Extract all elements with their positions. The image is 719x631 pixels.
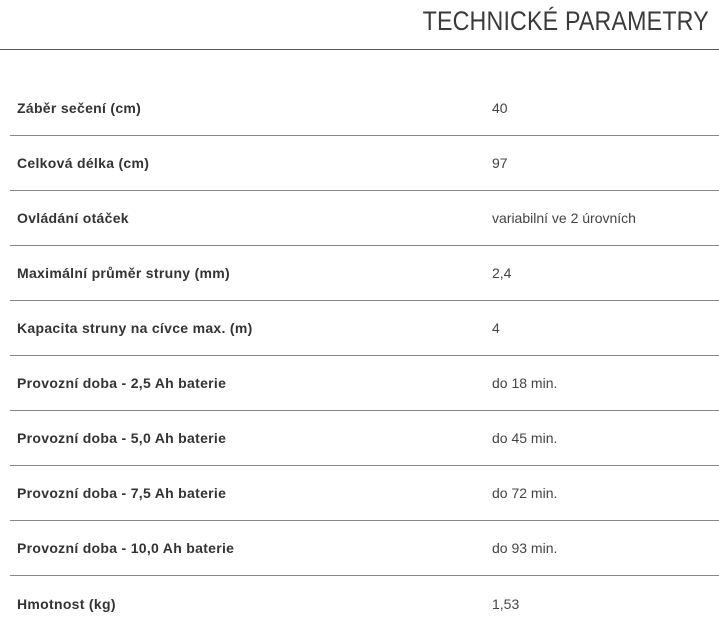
table-row bbox=[10, 301, 719, 356]
section-header bbox=[0, 0, 719, 50]
table-row bbox=[10, 81, 719, 136]
parameter-label: Záběr sečení (cm) bbox=[17, 100, 142, 116]
section-title: TECHNICKÉ PARAMETRY bbox=[422, 6, 709, 36]
parameter-value: do 45 min. bbox=[492, 430, 558, 446]
table-row bbox=[10, 191, 719, 246]
parameter-label: Provozní doba - 2,5 Ah baterie bbox=[17, 375, 227, 391]
table-row bbox=[10, 246, 719, 301]
parameter-label: Ovládání otáček bbox=[17, 210, 129, 226]
table-row bbox=[10, 521, 719, 576]
table-row bbox=[10, 466, 719, 521]
parameter-value: do 18 min. bbox=[492, 375, 558, 391]
table-row bbox=[10, 576, 719, 631]
parameter-label: Provozní doba - 5,0 Ah baterie bbox=[17, 430, 227, 446]
table-row bbox=[10, 136, 719, 191]
parameter-label: Provozní doba - 7,5 Ah baterie bbox=[17, 485, 227, 501]
parameter-value: variabilní ve 2 úrovních bbox=[492, 210, 636, 226]
table-row bbox=[10, 356, 719, 411]
parameter-value: 40 bbox=[492, 100, 508, 116]
parameter-label: Maximální průměr struny (mm) bbox=[17, 265, 230, 281]
parameter-value: do 93 min. bbox=[492, 540, 558, 556]
table-row bbox=[10, 411, 719, 466]
parameter-value: 97 bbox=[492, 155, 508, 171]
parameter-label: Hmotnost (kg) bbox=[17, 595, 116, 612]
parameter-value: 2,4 bbox=[492, 265, 512, 281]
parameter-label: Kapacita struny na cívce max. (m) bbox=[17, 320, 253, 336]
parameter-label: Celková délka (cm) bbox=[17, 155, 150, 171]
parameter-label: Provozní doba - 10,0 Ah baterie bbox=[17, 540, 235, 556]
parameter-value: 4 bbox=[492, 320, 500, 336]
parameters-table bbox=[10, 81, 719, 631]
parameter-value: 1,53 bbox=[492, 595, 520, 612]
parameter-value: do 72 min. bbox=[492, 485, 558, 501]
